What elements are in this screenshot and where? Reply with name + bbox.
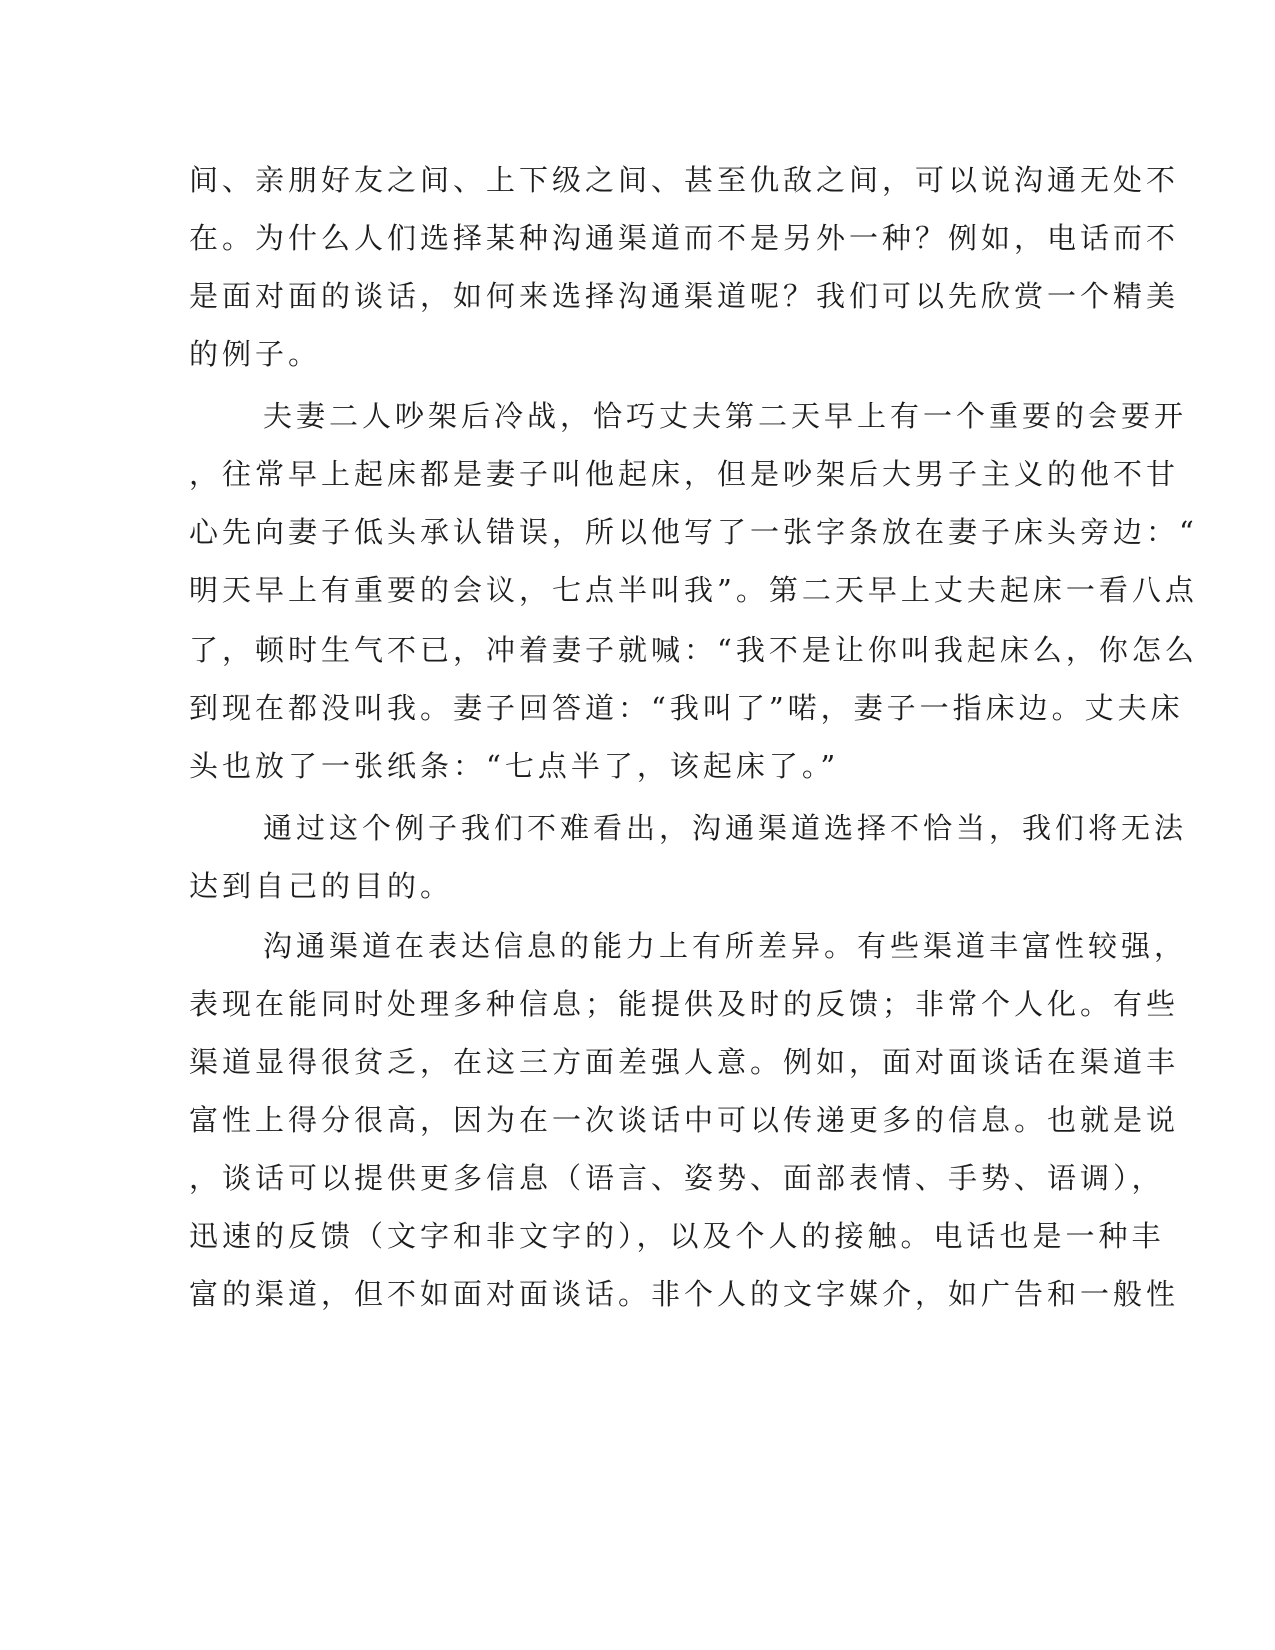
- text-line: 了，顿时生气不已，冲着妻子就喊：“我不是让你叫我起床么，你怎么: [189, 633, 1198, 667]
- text-line: 明天早上有重要的会议，七点半叫我”。第二天早上丈夫起床一看八点: [189, 573, 1198, 607]
- text-line: ，谈话可以提供更多信息（语言、姿势、面部表情、手势、语调），: [189, 1161, 1165, 1195]
- paragraph-start-line: 通过这个例子我们不难看出，沟通渠道选择不恰当，我们将无法: [263, 811, 1188, 845]
- text-line: 富性上得分很高，因为在一次谈话中可以传递更多的信息。也就是说: [189, 1103, 1180, 1137]
- text-line: 间、亲朋好友之间、上下级之间、甚至仇敌之间，可以说沟通无处不: [189, 163, 1180, 197]
- text-line: 的例子。: [189, 337, 322, 371]
- text-line: 渠道显得很贫乏，在这三方面差强人意。例如，面对面谈话在渠道丰: [189, 1045, 1180, 1079]
- text-line: 迅速的反馈（文字和非文字的），以及个人的接触。电话也是一种丰: [189, 1219, 1165, 1253]
- text-line: 头也放了一张纸条：“七点半了，该起床了。”: [189, 749, 840, 783]
- text-line: 达到自己的目的。: [189, 869, 454, 903]
- text-line: 富的渠道，但不如面对面谈话。非个人的文字媒介，如广告和一般性: [189, 1277, 1180, 1311]
- text-line: 表现在能同时处理多种信息；能提供及时的反馈；非常个人化。有些: [189, 987, 1180, 1021]
- text-line: 心先向妻子低头承认错误，所以他写了一张字条放在妻子床头旁边：“: [189, 515, 1198, 549]
- text-line: ，往常早上起床都是妻子叫他起床，但是吵架后大男子主义的他不甘: [189, 457, 1180, 491]
- paragraph-start-line: 夫妻二人吵架后冷战，恰巧丈夫第二天早上有一个重要的会要开: [263, 399, 1188, 433]
- text-line: 到现在都没叫我。妻子回答道：“我叫了”喏，妻子一指床边。丈夫床: [189, 691, 1184, 725]
- paragraph-start-line: 沟通渠道在表达信息的能力上有所差异。有些渠道丰富性较强，: [263, 929, 1188, 963]
- text-line: 是面对面的谈话，如何来选择沟通渠道呢？我们可以先欣赏一个精美: [189, 279, 1180, 313]
- text-line: 在。为什么人们选择某种沟通渠道而不是另外一种？例如，电话而不: [189, 221, 1180, 255]
